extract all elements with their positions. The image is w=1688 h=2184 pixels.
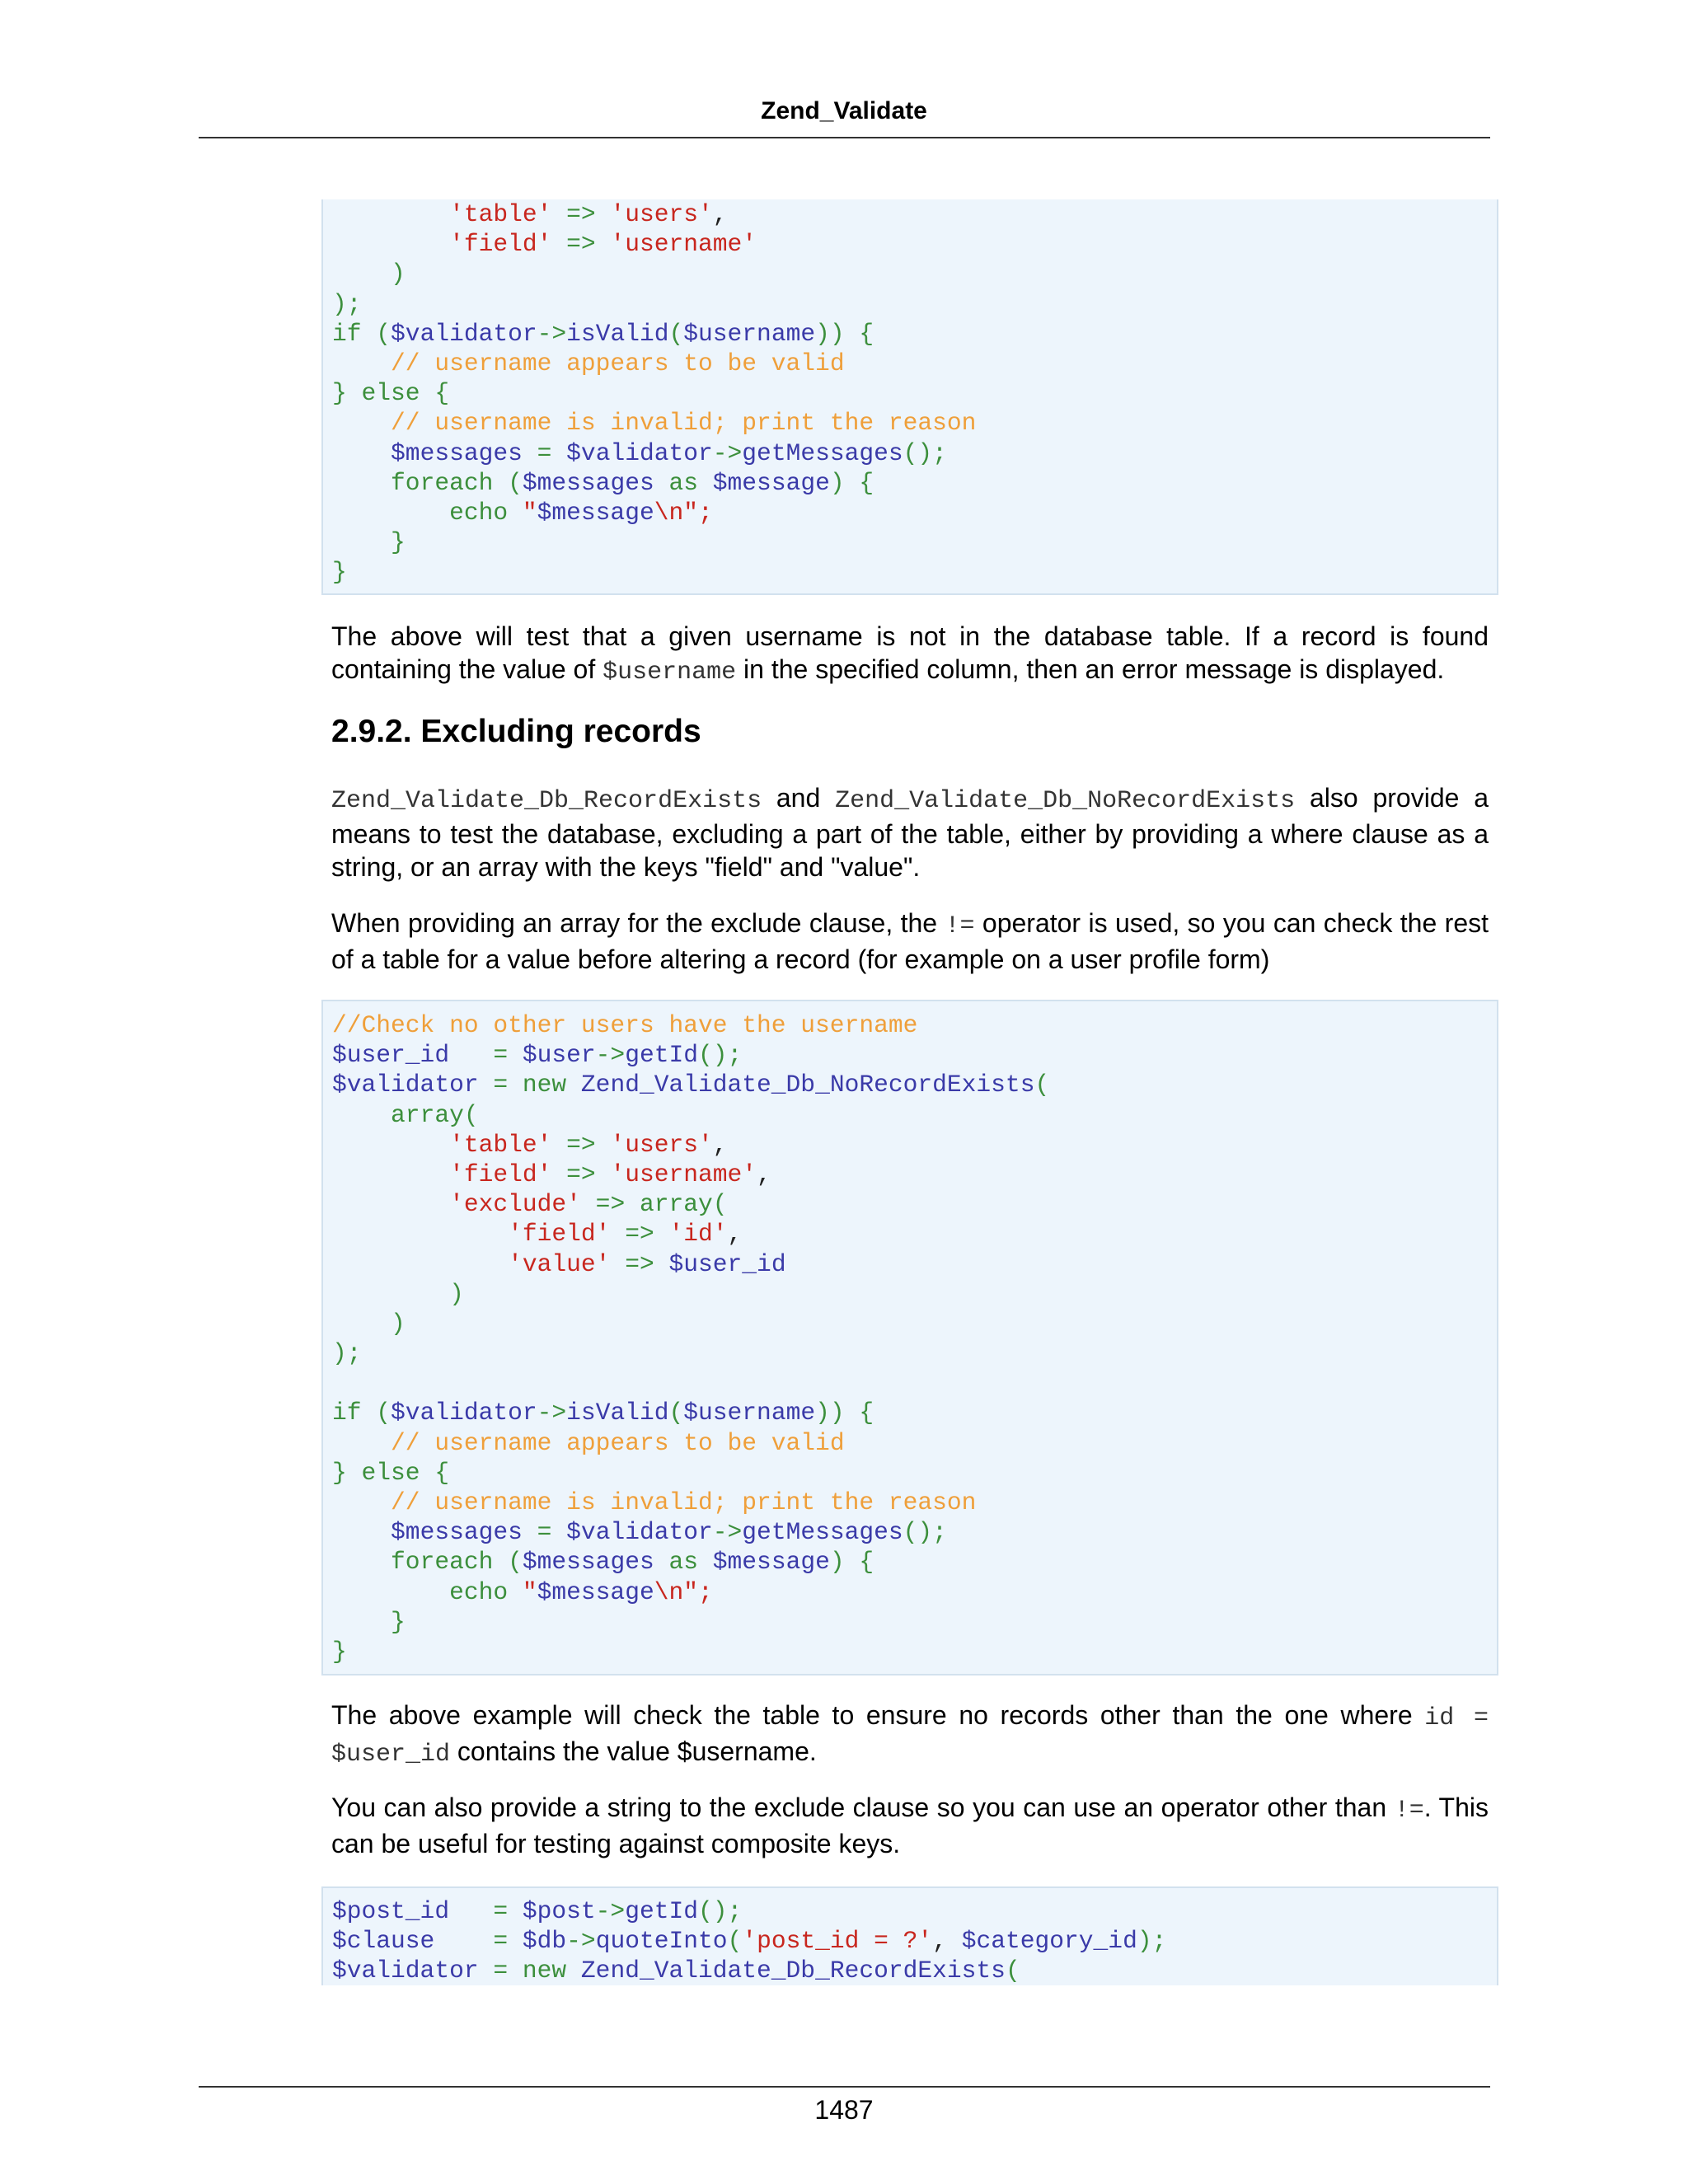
code-line [332,199,1497,229]
code-token: = [449,1897,523,1925]
code-token: ( [1034,1071,1050,1099]
code-token: (); [903,438,947,467]
code-token: -> [537,319,567,348]
code-token: $username [683,319,816,348]
code-token: ( [1005,1957,1020,1985]
code-line [332,1309,1497,1338]
code-token: } [391,1607,406,1636]
code-token: $post_id [332,1897,450,1925]
code-token: ( [376,1399,392,1427]
code-line [332,349,1497,378]
code-token: $validator [332,1071,479,1099]
code-token: -> [712,1518,743,1547]
code-token: if [332,1399,377,1427]
code-token: $clause [332,1927,435,1956]
code-token: foreach [391,468,509,497]
code-line [332,1398,1497,1427]
code-token: -> [595,1041,626,1070]
code-token [332,1488,391,1516]
code-token: as [654,468,713,497]
code-line [332,1070,1497,1099]
code-token: (); [903,1518,947,1547]
code-token: foreach [391,1548,509,1577]
code-token [332,1250,508,1278]
text-run: and [762,783,836,813]
code-line [332,1130,1497,1160]
code-token: (); [698,1897,743,1925]
code-line [332,1926,1497,1956]
code-token: $message [712,1548,830,1577]
paragraph-3 [331,907,1489,976]
code-token: $username [683,1399,816,1427]
code-token: $messages [391,438,523,467]
text-run: You can also provide a string to the exclude clause so you can use an operator other than [331,1793,1395,1822]
header-rule [199,137,1490,138]
code-line [332,1279,1497,1309]
code-token: ( [508,468,523,497]
code-token: ( [463,1100,479,1129]
code-token: ( [508,1548,523,1577]
code-token: -> [712,438,743,467]
code-token: { [420,379,450,408]
code-token: ) { [829,1548,874,1577]
code-token: $category_id [961,1927,1137,1956]
code-token [332,260,391,288]
code-token: 'field' [449,1160,552,1188]
code-line [332,557,1497,587]
code-token: 'value' [508,1249,611,1278]
text-run: in the specified column, then an error message is displayed. [736,654,1445,684]
code-token: $messages [522,468,654,497]
code-token: getId [625,1897,698,1925]
code-line [332,378,1497,408]
code-line [332,1547,1497,1577]
code-line [332,259,1497,288]
code-token: $user_id [668,1249,786,1278]
code-token [332,499,449,527]
code-token [332,200,449,228]
code-token: array [639,1190,713,1219]
code-token: ( [668,1399,684,1427]
code-token: => [610,1249,669,1278]
code-line [332,1160,1497,1189]
code-block-1 [321,199,1498,595]
code-token: $db [522,1927,567,1956]
code-line [332,1577,1497,1607]
code-token: , [712,1130,728,1159]
code-line [332,1517,1497,1547]
code-token: getMessages [742,1518,903,1547]
code-token: "; [683,1577,713,1606]
code-token: => [551,200,611,228]
code-token [332,1131,449,1159]
code-token: )) { [815,319,874,348]
code-line [332,1189,1497,1219]
text-run: When providing an array for the exclude clause, the [331,908,945,938]
code-token [332,1518,391,1546]
inline-code: Zend_Validate_Db_RecordExists [331,787,762,815]
code-token: if [332,319,377,348]
code-line [332,1428,1497,1458]
code-token: => [551,230,611,259]
code-token: "; [683,498,713,527]
code-token: } [332,1637,347,1666]
text-run: The above will test that a given username is not in the database table. If a record is found containing the value of [331,621,1489,684]
code-token: " [522,1577,537,1606]
code-token: 'users' [610,200,713,228]
code-block-2 [321,1000,1498,1675]
code-token: $post [522,1897,596,1925]
code-token: ) [449,1279,464,1308]
code-line [332,1338,1497,1368]
inline-code: $username [603,658,737,687]
code-token: ( [668,319,684,348]
code-token: new [522,1957,581,1985]
page-header-title: Zend_Validate [761,97,927,124]
paragraph-4 [331,1699,1489,1771]
code-token: ) [391,1309,406,1338]
code-token [332,1310,391,1338]
code-token: -> [566,1927,596,1956]
code-token: ) [391,260,406,288]
code-token [332,1548,391,1576]
code-token [332,1578,449,1606]
code-token: ) { [829,468,874,497]
code-token: $messages [391,1518,523,1547]
code-token: $user [522,1041,596,1070]
code-token: => [551,1130,611,1159]
code-token [332,469,391,497]
code-token: $message [537,1577,654,1606]
code-token: $user_id [332,1041,450,1070]
code-token: // username appears to be valid [391,1428,845,1457]
code-token: 'users' [610,1130,713,1159]
code-token: $message [537,498,654,527]
code-line [332,319,1497,349]
code-token: 'field' [508,1220,611,1249]
code-token: echo [449,498,523,527]
code-token [332,1429,391,1457]
code-token: (); [698,1041,743,1070]
code-token: as [654,1548,713,1577]
code-token: )) { [815,1399,874,1427]
code-line [332,1219,1497,1249]
code-token [332,528,391,556]
code-line [332,1010,1497,1040]
code-token: else [361,379,420,408]
inline-code: != [945,912,975,940]
inline-code: id = $user_id [331,1704,1489,1769]
code-line [332,1458,1497,1488]
code-token: = [449,1041,523,1070]
code-token: ); [332,1339,362,1368]
code-token: ( [712,1190,728,1219]
code-token [332,1160,449,1188]
code-line [332,289,1497,319]
code-token: => [580,1190,640,1219]
code-token: = [522,1518,567,1547]
code-token: 'table' [449,200,552,228]
code-token: else [361,1458,420,1487]
code-token: 'table' [449,1130,552,1159]
footer-rule [199,2086,1490,2088]
code-token: $message [712,468,830,497]
text-run: operator is used, so you can check the rest of a table for a value before altering a record (for example on a user profile form) [331,908,1489,974]
code-token: $validator [332,1957,479,1985]
code-token: getMessages [742,438,903,467]
code-token: -> [537,1399,567,1427]
code-token: quoteInto [595,1927,728,1956]
section-heading: 2.9.2. Excluding records [331,714,701,749]
code-line [332,408,1497,438]
code-token: ( [376,319,392,348]
code-token: 'post_id = ?' [742,1927,933,1956]
code-token [332,1280,449,1308]
code-token: ); [1137,1927,1167,1956]
code-token: } [332,379,362,408]
code-token: \n [654,1577,684,1606]
code-token: , [712,200,728,228]
code-token: , [757,1160,771,1188]
code-token: => [551,1160,611,1188]
code-line [332,498,1497,527]
code-token: $validator [566,438,713,467]
code-line [332,438,1497,468]
code-token: , [932,1927,962,1956]
code-token: 'username' [610,230,757,259]
code-token: } [391,528,406,557]
code-token: " [522,498,537,527]
code-token: = [478,1957,523,1985]
code-token: $validator [391,319,537,348]
text-run: contains the value $username. [450,1736,817,1766]
code-token [332,439,391,467]
text-run: . This can be useful for testing against composite keys. [331,1793,1489,1858]
code-token: $messages [522,1548,654,1577]
paragraph-2 [331,781,1489,883]
code-token [332,1101,391,1129]
paragraph-1 [331,620,1489,689]
code-token: Zend_Validate_Db_RecordExists [580,1957,1006,1985]
code-token: = [434,1927,523,1956]
code-token: = [478,1071,523,1099]
code-token: isValid [566,319,669,348]
code-token: } [332,558,347,587]
code-token: , [727,1220,743,1249]
code-token: // username is invalid; print the reason [391,409,977,438]
code-line [332,1896,1497,1926]
code-token: 'username' [610,1160,757,1188]
code-token: \n [654,498,684,527]
code-line [332,1040,1497,1070]
code-line [332,1249,1497,1279]
code-token: Zend_Validate_Db_NoRecordExists [580,1071,1035,1099]
code-token: ); [332,289,362,318]
code-token: new [522,1071,581,1099]
code-token: { [420,1458,450,1487]
code-token: $validator [391,1399,537,1427]
code-line [332,1607,1497,1637]
paragraph-5 [331,1791,1489,1860]
text-run: also provide a means to test the database, excluding a part of the table, either by providing a where clause as a string, or an array with the keys "field" and "value". [331,783,1489,882]
code-token: // username is invalid; print the reason [391,1488,977,1516]
code-token: => [610,1220,669,1249]
code-token [332,230,449,258]
code-token: // username appears to be valid [391,349,845,377]
code-line [332,1488,1497,1517]
inline-code: != [1394,1797,1424,1825]
code-line [332,1637,1497,1666]
code-line [332,468,1497,498]
code-line [332,527,1497,557]
code-token: getId [625,1041,698,1070]
code-token [332,1190,449,1218]
code-token: echo [449,1577,523,1606]
code-line [332,1368,1497,1398]
code-token: ( [727,1927,743,1956]
code-token: -> [595,1897,626,1925]
code-block-3 [321,1886,1498,1985]
code-token [332,1220,508,1248]
code-token: isValid [566,1399,669,1427]
page-number: 1487 [814,2095,874,2125]
code-token [332,1608,391,1636]
code-token: } [332,1458,362,1487]
inline-code: Zend_Validate_Db_NoRecordExists [835,787,1296,815]
text-run: The above example will check the table to ensure no records other than the one where [331,1700,1425,1730]
code-token: 'field' [449,230,552,259]
code-token: //Check no other users have the username [332,1011,918,1039]
code-token [332,349,391,377]
code-line [332,1100,1497,1130]
code-token [332,409,391,437]
code-token: $validator [566,1518,713,1547]
code-line [332,1956,1497,1985]
code-token: 'id' [668,1220,728,1249]
code-token: = [522,438,567,467]
code-line [332,229,1497,259]
code-token: array [391,1100,464,1129]
code-token: 'exclude' [449,1190,581,1219]
